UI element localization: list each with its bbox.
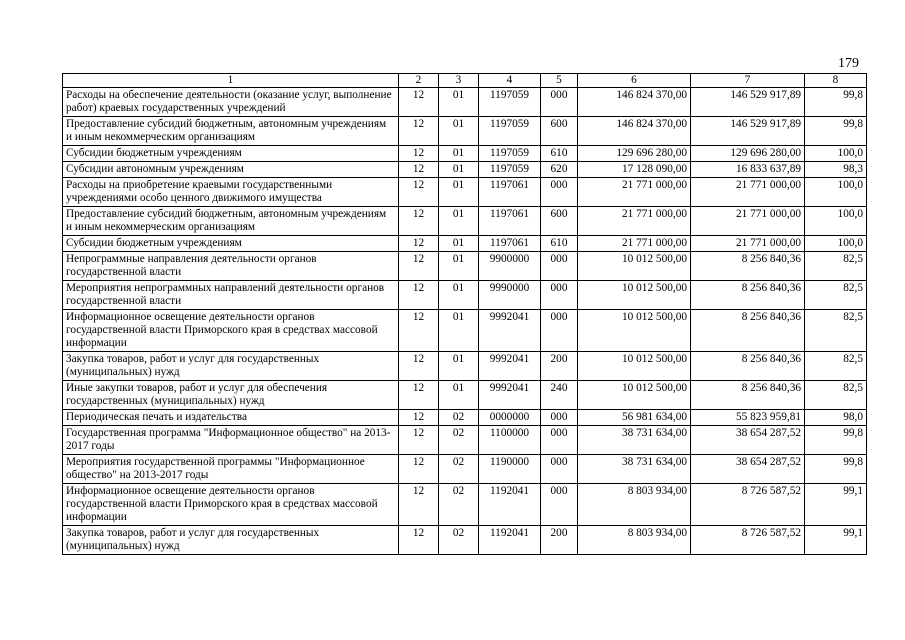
target-code: 1197061 (479, 207, 541, 236)
expense-type-code: 200 (541, 352, 578, 381)
execution-percent: 100,0 (805, 236, 867, 252)
executed-amount: 55 823 959,81 (691, 410, 805, 426)
column-header: 7 (691, 74, 805, 88)
executed-amount: 146 529 917,89 (691, 117, 805, 146)
planned-amount: 21 771 000,00 (578, 207, 691, 236)
table-row (63, 484, 867, 526)
column-header-row (63, 74, 867, 88)
expense-type-code: 000 (541, 410, 578, 426)
column-header: 2 (399, 74, 439, 88)
row-name: Субсидии автономным учреждениям (63, 162, 399, 178)
planned-amount: 21 771 000,00 (578, 178, 691, 207)
budget-table (62, 73, 867, 555)
row-name: Информационное освещение деятельности органов государственной власти Приморского края в средствах массовой информации (63, 310, 399, 352)
execution-percent: 99,8 (805, 88, 867, 117)
section-code: 12 (399, 426, 439, 455)
subsection-code: 01 (439, 310, 479, 352)
row-name: Субсидии бюджетным учреждениям (63, 236, 399, 252)
table-row (63, 526, 867, 555)
subsection-code: 01 (439, 236, 479, 252)
row-name: Закупка товаров, работ и услуг для государственных (муниципальных) нужд (63, 526, 399, 555)
target-code: 1197061 (479, 178, 541, 207)
executed-amount: 8 256 840,36 (691, 281, 805, 310)
row-name: Информационное освещение деятельности органов государственной власти Приморского края в средствах массовой информации (63, 484, 399, 526)
planned-amount: 146 824 370,00 (578, 88, 691, 117)
executed-amount: 21 771 000,00 (691, 178, 805, 207)
planned-amount: 10 012 500,00 (578, 281, 691, 310)
executed-amount: 8 256 840,36 (691, 381, 805, 410)
target-code: 1190000 (479, 455, 541, 484)
subsection-code: 02 (439, 426, 479, 455)
target-code: 9992041 (479, 381, 541, 410)
table-row (63, 455, 867, 484)
row-name: Мероприятия государственной программы "Информационное общество" на 2013-2017 годы (63, 455, 399, 484)
section-code: 12 (399, 352, 439, 381)
execution-percent: 82,5 (805, 310, 867, 352)
target-code: 1192041 (479, 526, 541, 555)
execution-percent: 99,8 (805, 117, 867, 146)
row-name: Предоставление субсидий бюджетным, автономным учреждениям и иным некоммерческим организациям (63, 207, 399, 236)
target-code: 0000000 (479, 410, 541, 426)
subsection-code: 01 (439, 207, 479, 236)
execution-percent: 99,1 (805, 526, 867, 555)
table-row (63, 410, 867, 426)
planned-amount: 21 771 000,00 (578, 236, 691, 252)
subsection-code: 01 (439, 281, 479, 310)
executed-amount: 8 726 587,52 (691, 484, 805, 526)
executed-amount: 21 771 000,00 (691, 236, 805, 252)
table-row (63, 252, 867, 281)
section-code: 12 (399, 484, 439, 526)
execution-percent: 98,0 (805, 410, 867, 426)
planned-amount: 17 128 090,00 (578, 162, 691, 178)
row-name: Расходы на обеспечение деятельности (оказание услуг, выполнение работ) краевых государственных учреждений (63, 88, 399, 117)
execution-percent: 82,5 (805, 281, 867, 310)
target-code: 9990000 (479, 281, 541, 310)
row-name: Иные закупки товаров, работ и услуг для обеспечения государственных (муниципальных) нужд (63, 381, 399, 410)
section-code: 12 (399, 526, 439, 555)
page-number: 179 (838, 56, 859, 71)
planned-amount: 10 012 500,00 (578, 252, 691, 281)
column-header: 4 (479, 74, 541, 88)
executed-amount: 21 771 000,00 (691, 207, 805, 236)
target-code: 9900000 (479, 252, 541, 281)
section-code: 12 (399, 117, 439, 146)
execution-percent: 82,5 (805, 252, 867, 281)
execution-percent: 82,5 (805, 352, 867, 381)
expense-type-code: 000 (541, 310, 578, 352)
planned-amount: 56 981 634,00 (578, 410, 691, 426)
expense-type-code: 200 (541, 526, 578, 555)
target-code: 1197061 (479, 236, 541, 252)
expense-type-code: 000 (541, 178, 578, 207)
executed-amount: 16 833 637,89 (691, 162, 805, 178)
execution-percent: 100,0 (805, 146, 867, 162)
expense-type-code: 610 (541, 236, 578, 252)
execution-percent: 100,0 (805, 207, 867, 236)
expense-type-code: 600 (541, 207, 578, 236)
section-code: 12 (399, 455, 439, 484)
target-code: 1197059 (479, 88, 541, 117)
section-code: 12 (399, 410, 439, 426)
subsection-code: 01 (439, 88, 479, 117)
expense-type-code: 620 (541, 162, 578, 178)
executed-amount: 8 256 840,36 (691, 310, 805, 352)
row-name: Мероприятия непрограммных направлений деятельности органов государственной власти (63, 281, 399, 310)
row-name: Непрограммные направления деятельности органов государственной власти (63, 252, 399, 281)
planned-amount: 10 012 500,00 (578, 352, 691, 381)
subsection-code: 02 (439, 410, 479, 426)
row-name: Субсидии бюджетным учреждениям (63, 146, 399, 162)
execution-percent: 98,3 (805, 162, 867, 178)
column-header: 6 (578, 74, 691, 88)
planned-amount: 38 731 634,00 (578, 426, 691, 455)
execution-percent: 99,1 (805, 484, 867, 526)
table-row (63, 117, 867, 146)
column-header: 5 (541, 74, 578, 88)
target-code: 1197059 (479, 146, 541, 162)
row-name: Расходы на приобретение краевыми государственными учреждениями особо ценного движимого имущества (63, 178, 399, 207)
subsection-code: 01 (439, 146, 479, 162)
table-row (63, 178, 867, 207)
subsection-code: 01 (439, 178, 479, 207)
target-code: 1100000 (479, 426, 541, 455)
planned-amount: 8 803 934,00 (578, 526, 691, 555)
section-code: 12 (399, 310, 439, 352)
section-code: 12 (399, 162, 439, 178)
section-code: 12 (399, 178, 439, 207)
section-code: 12 (399, 146, 439, 162)
table-row (63, 426, 867, 455)
expense-type-code: 000 (541, 455, 578, 484)
executed-amount: 8 256 840,36 (691, 252, 805, 281)
expense-type-code: 000 (541, 281, 578, 310)
row-name: Закупка товаров, работ и услуг для государственных (муниципальных) нужд (63, 352, 399, 381)
expense-type-code: 600 (541, 117, 578, 146)
expense-type-code: 000 (541, 426, 578, 455)
planned-amount: 10 012 500,00 (578, 381, 691, 410)
execution-percent: 100,0 (805, 178, 867, 207)
section-code: 12 (399, 207, 439, 236)
subsection-code: 01 (439, 381, 479, 410)
table-row (63, 162, 867, 178)
subsection-code: 01 (439, 117, 479, 146)
target-code: 9992041 (479, 352, 541, 381)
subsection-code: 01 (439, 252, 479, 281)
table-row (63, 207, 867, 236)
subsection-code: 01 (439, 352, 479, 381)
planned-amount: 8 803 934,00 (578, 484, 691, 526)
table-row (63, 352, 867, 381)
planned-amount: 129 696 280,00 (578, 146, 691, 162)
target-code: 1197059 (479, 162, 541, 178)
row-name: Периодическая печать и издательства (63, 410, 399, 426)
planned-amount: 10 012 500,00 (578, 310, 691, 352)
column-header: 8 (805, 74, 867, 88)
expense-type-code: 000 (541, 484, 578, 526)
section-code: 12 (399, 88, 439, 117)
section-code: 12 (399, 252, 439, 281)
table-row (63, 310, 867, 352)
row-name: Предоставление субсидий бюджетным, автономным учреждениям и иным некоммерческим организациям (63, 117, 399, 146)
expense-type-code: 000 (541, 252, 578, 281)
executed-amount: 146 529 917,89 (691, 88, 805, 117)
table-row (63, 146, 867, 162)
table-row (63, 281, 867, 310)
section-code: 12 (399, 236, 439, 252)
table-row (63, 236, 867, 252)
section-code: 12 (399, 381, 439, 410)
executed-amount: 38 654 287,52 (691, 455, 805, 484)
expense-type-code: 000 (541, 88, 578, 117)
planned-amount: 146 824 370,00 (578, 117, 691, 146)
execution-percent: 99,8 (805, 426, 867, 455)
column-header: 3 (439, 74, 479, 88)
target-code: 9992041 (479, 310, 541, 352)
subsection-code: 02 (439, 455, 479, 484)
column-header: 1 (63, 74, 399, 88)
expense-type-code: 240 (541, 381, 578, 410)
table-row (63, 381, 867, 410)
target-code: 1192041 (479, 484, 541, 526)
expense-type-code: 610 (541, 146, 578, 162)
table-row (63, 88, 867, 117)
target-code: 1197059 (479, 117, 541, 146)
section-code: 12 (399, 281, 439, 310)
executed-amount: 8 726 587,52 (691, 526, 805, 555)
subsection-code: 02 (439, 526, 479, 555)
execution-percent: 82,5 (805, 381, 867, 410)
planned-amount: 38 731 634,00 (578, 455, 691, 484)
subsection-code: 02 (439, 484, 479, 526)
subsection-code: 01 (439, 162, 479, 178)
executed-amount: 38 654 287,52 (691, 426, 805, 455)
executed-amount: 8 256 840,36 (691, 352, 805, 381)
executed-amount: 129 696 280,00 (691, 146, 805, 162)
execution-percent: 99,8 (805, 455, 867, 484)
row-name: Государственная программа "Информационное общество" на 2013-2017 годы (63, 426, 399, 455)
